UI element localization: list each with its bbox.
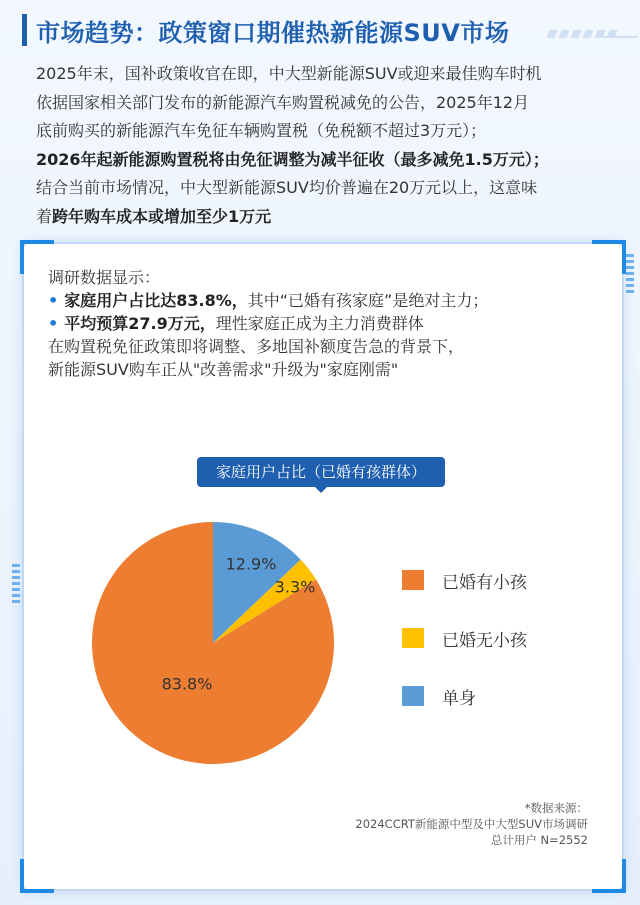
bullet-icon: • (48, 314, 59, 333)
intro-line (36, 146, 626, 175)
survey-line: 新能源SUV购车正从"改善需求"升级为"家庭刚需" (48, 360, 399, 379)
chart-title: 家庭用户占比（已婚有孩群体） (197, 457, 445, 487)
page-title: 市场趋势：政策窗口期催热新能源SUV市场 (36, 19, 510, 47)
survey-summary (48, 266, 608, 381)
intro-text: 着 (36, 206, 53, 226)
intro-bold-text: 2026年起新能源购置税将由免征调整为减半征收（最多减免1.5万元）； (36, 149, 549, 169)
pie-slice-label-1: 3.3% (274, 577, 316, 597)
intro-line: 底前购买的新能源汽车免征车辆购置税（免税额不超过3万元）； (36, 121, 487, 140)
side-decoration (626, 254, 634, 294)
title-accent-bar (22, 14, 27, 46)
survey-text: 其中“已婚有孩家庭”是绝对主力； (247, 291, 489, 310)
legend-item-0 (402, 566, 527, 594)
source-survey-name: 2024CCRT新能源中型及中大型SUV市场调研 (355, 817, 588, 831)
pie-chart (80, 510, 360, 770)
intro-line (36, 203, 626, 232)
survey-bullet (48, 312, 608, 335)
source-sample-size: 总计用户 N=2552 (490, 833, 588, 847)
survey-line: 在购置税免征政策即将调整、多地国补额度告急的背景下， (48, 337, 465, 356)
survey-bold-text: 家庭用户占比达83.8%， (64, 291, 248, 310)
source-label: *数据来源： (524, 801, 588, 815)
survey-bold-text: 平均预算27.9万元， (64, 314, 216, 333)
legend-swatch-0 (402, 570, 424, 590)
data-source-note (355, 800, 588, 848)
intro-bold-text: 跨年购车成本或增加至少1万元 (52, 206, 272, 226)
legend-swatch-1 (402, 628, 424, 648)
survey-bullet (48, 289, 608, 312)
intro-line: 依据国家相关部门发布的新能源汽车购置税减免的公告，2025年12月 (36, 92, 530, 112)
pie-slice-label-0: 12.9% (225, 554, 277, 574)
legend-label-0: 已婚有小孩 (442, 572, 527, 593)
intro-line: 2025年末，国补政策收官在即，中大型新能源SUV或迎来最佳购车时机 (36, 64, 542, 83)
side-decoration (12, 564, 20, 604)
survey-text: 理性家庭正成为主力消费群体 (215, 314, 424, 333)
decorative-line (598, 36, 638, 38)
intro-paragraph (36, 60, 626, 231)
legend-swatch-2 (402, 686, 424, 706)
corner-decoration (592, 859, 626, 893)
legend-item-2 (402, 682, 527, 710)
pie-slice-label-2: 83.8% (161, 674, 213, 694)
legend-item-1 (402, 624, 527, 652)
corner-decoration (20, 859, 54, 893)
legend-label-2: 单身 (442, 688, 476, 709)
chart-legend (402, 566, 527, 740)
survey-heading: 调研数据显示： (48, 268, 161, 287)
bullet-icon: • (48, 291, 59, 310)
intro-line: 结合当前市场情况，中大型新能源SUV均价普遍在20万元以上，这意味 (36, 178, 538, 197)
legend-label-1: 已婚无小孩 (442, 630, 527, 651)
